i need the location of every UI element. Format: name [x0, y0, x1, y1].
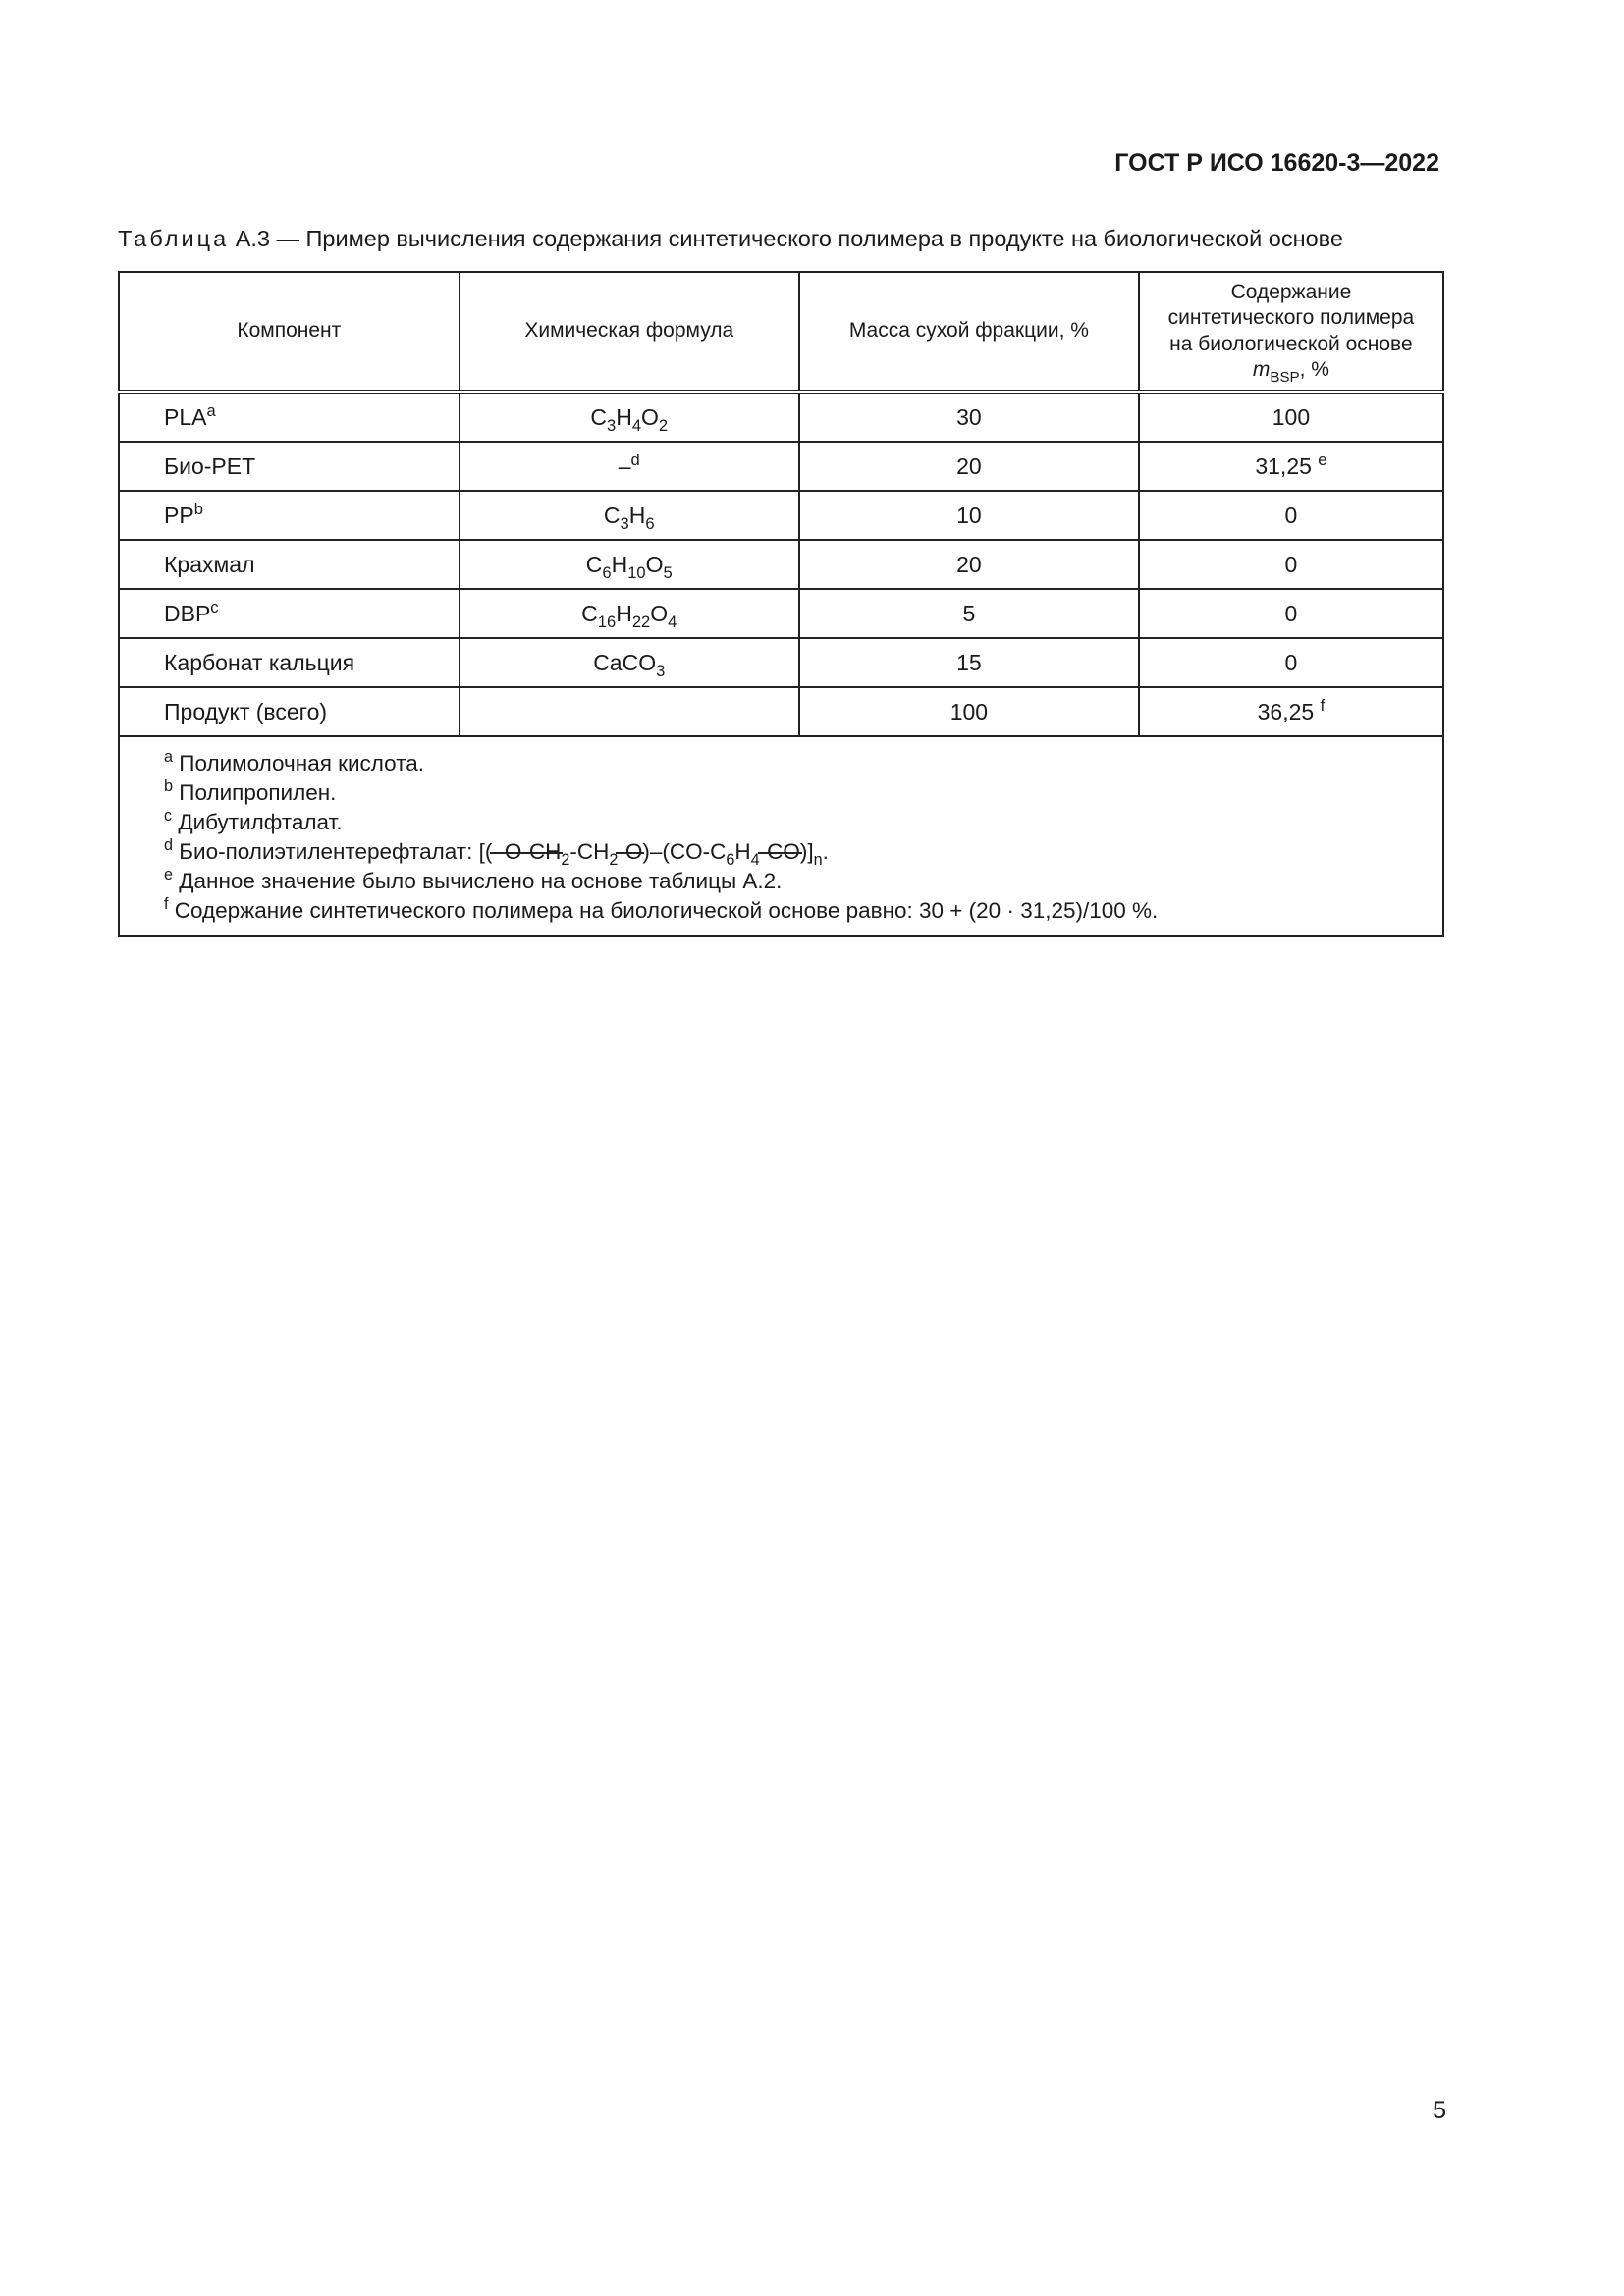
footnote — [164, 808, 1442, 837]
formula-cell — [460, 442, 799, 491]
content-cell — [1139, 687, 1443, 736]
text-part: O — [645, 551, 664, 577]
component-name: PLA — [164, 403, 207, 430]
text-part: 5 — [663, 562, 673, 582]
component-cell — [119, 392, 460, 442]
text-part: Био-полиэтилентерефталат: — [173, 839, 479, 864]
formula-cell — [460, 491, 799, 540]
text-part: CaCO — [593, 649, 657, 675]
component-cell — [119, 491, 460, 540]
footnote — [164, 778, 1442, 808]
table-row — [119, 540, 1443, 589]
footnote-mark: d — [164, 836, 174, 854]
table-row — [119, 392, 1443, 442]
formula-cell — [460, 589, 799, 638]
table-caption-word: Таблица — [118, 226, 230, 251]
footnote — [164, 749, 1442, 778]
mass-cell: 20 — [799, 540, 1139, 589]
component-cell — [119, 442, 460, 491]
component-name: PP — [164, 502, 194, 528]
text-part: H — [611, 551, 628, 577]
text-part: )–( — [642, 839, 670, 864]
text-part: Полипропилен. — [173, 780, 337, 805]
footnote — [164, 867, 1442, 896]
header-content-line3: на биологической основе — [1169, 332, 1413, 355]
content-cell — [1139, 491, 1443, 540]
component-name: Био-PET — [164, 453, 256, 479]
text-part: O — [641, 403, 659, 430]
formula-cell — [460, 687, 799, 736]
text-part: C — [585, 551, 603, 577]
text-part: 3 — [607, 415, 617, 435]
header-formula: Химическая формула — [460, 272, 799, 392]
content-cell — [1139, 442, 1443, 491]
text-part: 22 — [631, 612, 651, 631]
text-part: 10 — [627, 562, 646, 582]
content-value: 0 — [1284, 502, 1298, 528]
text-part: Данное значение было вычислено на основе таблицы А.2. — [173, 869, 783, 893]
table-row — [119, 638, 1443, 687]
component-cell — [119, 687, 460, 736]
text-part: 2 — [561, 851, 570, 869]
text-part: Содержание синтетического полимера на биологической основе равно: 30 + (20 · 31,25)/100 %. — [168, 898, 1159, 923]
component-name: Крахмал — [164, 551, 255, 577]
header-mass: Масса сухой фракции, % — [799, 272, 1139, 392]
content-footnote-mark: e — [1318, 450, 1327, 469]
component-name: DBP — [164, 600, 211, 626]
text-part: n — [813, 851, 823, 869]
table-header-row — [119, 272, 1443, 392]
text-part: 6 — [602, 562, 612, 582]
text-part: O — [650, 600, 669, 626]
footnote-mark: c — [164, 807, 173, 825]
text-part: H — [628, 502, 646, 528]
page-number: 5 — [1433, 2097, 1446, 2124]
component-cell — [119, 638, 460, 687]
formula-cell — [460, 638, 799, 687]
text-part: . — [822, 839, 829, 864]
table-caption — [118, 226, 1443, 252]
footnote — [164, 896, 1442, 926]
footnote-mark: b — [164, 777, 174, 795]
component-cell — [119, 540, 460, 589]
table-caption-text: А.3 — Пример вычисления содержания синтетического полимера в продукте на биологической основе — [235, 226, 1343, 251]
content-value: 31,25 — [1255, 453, 1312, 479]
text-part: CO-C — [669, 839, 727, 864]
text-part: 4 — [750, 851, 760, 869]
content-footnote-mark: f — [1320, 695, 1326, 715]
text-part: 3 — [620, 513, 629, 533]
text-part: H — [616, 403, 632, 430]
content-value: 100 — [1272, 403, 1311, 430]
content-value: 36,25 — [1257, 698, 1315, 724]
calculation-table — [118, 271, 1444, 937]
header-content-line1: Содержание — [1230, 281, 1352, 303]
mass-cell: 10 — [799, 491, 1139, 540]
component-footnote-mark: a — [206, 400, 216, 420]
component-name: Карбонат кальция — [164, 649, 355, 675]
text-part: -CO — [759, 839, 800, 864]
mass-cell: 100 — [799, 687, 1139, 736]
component-footnote-mark: c — [210, 597, 219, 616]
text-part: C — [581, 600, 598, 626]
text-part: 6 — [645, 513, 655, 533]
text-part: –O-CH — [492, 839, 562, 864]
text-part: 4 — [631, 415, 642, 435]
content-cell — [1139, 589, 1443, 638]
mass-cell: 20 — [799, 442, 1139, 491]
document-code: ГОСТ Р ИСО 16620-3—2022 — [1114, 149, 1439, 177]
table-row — [119, 442, 1443, 491]
text-part: 4 — [668, 612, 677, 631]
text-part: d — [630, 450, 640, 469]
header-component: Компонент — [119, 272, 460, 392]
mass-cell: 30 — [799, 392, 1139, 442]
text-part: 2 — [609, 851, 619, 869]
text-part: Дибутилфталат. — [172, 810, 343, 834]
header-content-symbol: m — [1252, 357, 1271, 381]
text-part: H — [616, 600, 632, 626]
content-cell — [1139, 638, 1443, 687]
footnote-mark: e — [164, 866, 174, 883]
text-part: H — [734, 839, 751, 864]
text-part: )] — [799, 839, 814, 864]
mass-cell: 15 — [799, 638, 1139, 687]
header-content — [1139, 272, 1443, 392]
text-part: 16 — [597, 612, 617, 631]
table-row — [119, 491, 1443, 540]
table-row — [119, 687, 1443, 736]
table-row — [119, 589, 1443, 638]
formula-cell — [460, 392, 799, 442]
text-part: C — [603, 502, 621, 528]
text-part: 2 — [658, 415, 669, 435]
text-part: 6 — [726, 851, 735, 869]
formula-cell — [460, 540, 799, 589]
component-footnote-mark: b — [193, 499, 203, 518]
text-part: [( — [478, 839, 493, 864]
component-cell — [119, 589, 460, 638]
header-content-line2: синтетического полимера — [1167, 306, 1415, 330]
header-content-unit: , % — [1299, 357, 1329, 381]
mass-cell: 5 — [799, 589, 1139, 638]
content-cell — [1139, 392, 1443, 442]
text-part: Полимолочная кислота. — [173, 751, 425, 775]
header-content-symbol-sub: BSP — [1270, 368, 1300, 386]
notes-cell — [119, 736, 1443, 936]
component-name: Продукт (всего) — [164, 698, 328, 724]
content-value: 0 — [1284, 600, 1298, 626]
content-value: 0 — [1284, 649, 1298, 675]
text-part: 3 — [656, 661, 666, 680]
text-part: – — [618, 453, 631, 479]
text-part: -CH — [569, 839, 610, 864]
footnote-mark: a — [164, 748, 174, 766]
text-part: -O — [618, 839, 643, 864]
notes-row — [119, 736, 1443, 936]
content-cell — [1139, 540, 1443, 589]
header-content-line4 — [1140, 357, 1442, 386]
text-part: C — [590, 403, 607, 430]
footnote-mark: f — [164, 895, 169, 913]
footnote — [164, 837, 1442, 867]
content-value: 0 — [1284, 551, 1298, 577]
